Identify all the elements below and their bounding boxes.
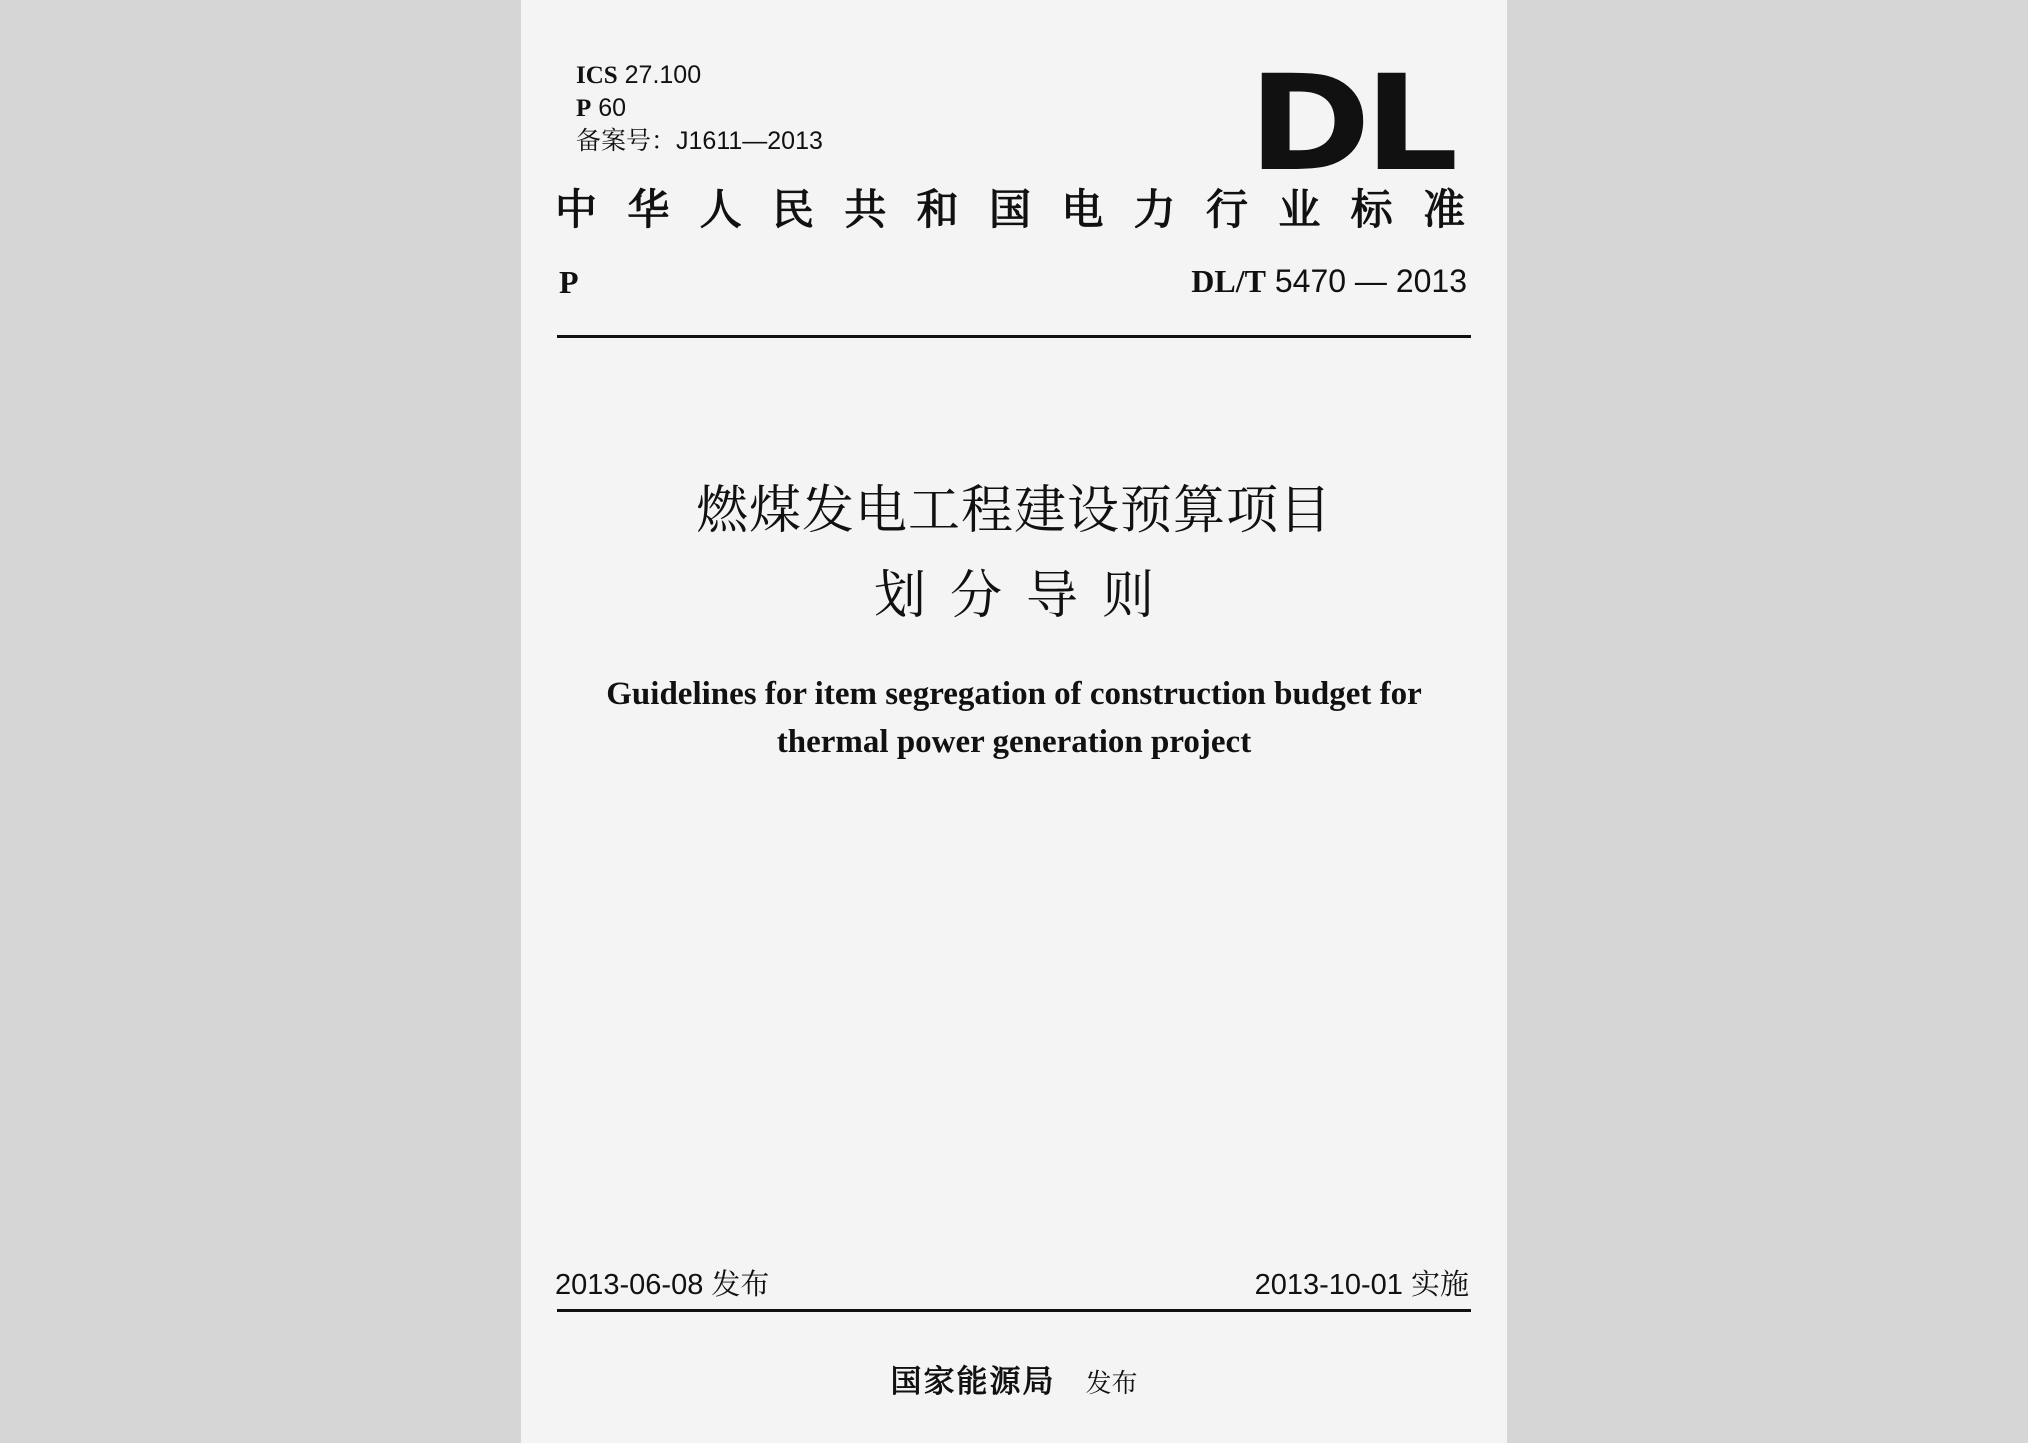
ics-code	[576, 60, 701, 91]
issuer-org: 国家能源局	[890, 1364, 1056, 1400]
bottom-divider	[557, 1309, 1471, 1312]
ics-value: 27.100	[624, 61, 702, 89]
document-cover	[521, 0, 1507, 1443]
issuer-action: 发布	[1085, 1369, 1138, 1399]
standard-number-value: 5470 — 2013	[1274, 263, 1467, 299]
record-number	[576, 126, 823, 156]
class-letter: P	[559, 264, 579, 300]
classification-label: P	[576, 95, 592, 122]
top-divider	[557, 335, 1471, 338]
title-en-line1: Guidelines for item segregation of construction budget for	[606, 676, 1422, 712]
issuer	[521, 1363, 1507, 1403]
title-en-line2: thermal power generation project	[776, 724, 1252, 760]
classification-value: 60	[598, 94, 627, 122]
issue-date: 2013-06-08 发布	[555, 1269, 770, 1301]
standard-number-code: DL/T	[1191, 263, 1266, 299]
standard-number	[1191, 263, 1467, 299]
record-label: 备案号：	[576, 127, 677, 155]
classification-code	[576, 93, 626, 124]
dl-logo: DL	[1248, 47, 1452, 201]
title-cn-line2: 划分导则	[873, 566, 1178, 626]
standard-category: 中华人民共和国电力行业标准	[555, 185, 1467, 234]
implementation-date: 2013-10-01 实施	[1254, 1269, 1469, 1301]
record-value: J1611—2013	[676, 127, 823, 155]
title-cn-line1: 燃煤发电工程建设预算项目	[695, 481, 1332, 541]
ics-label: ICS	[576, 62, 618, 89]
